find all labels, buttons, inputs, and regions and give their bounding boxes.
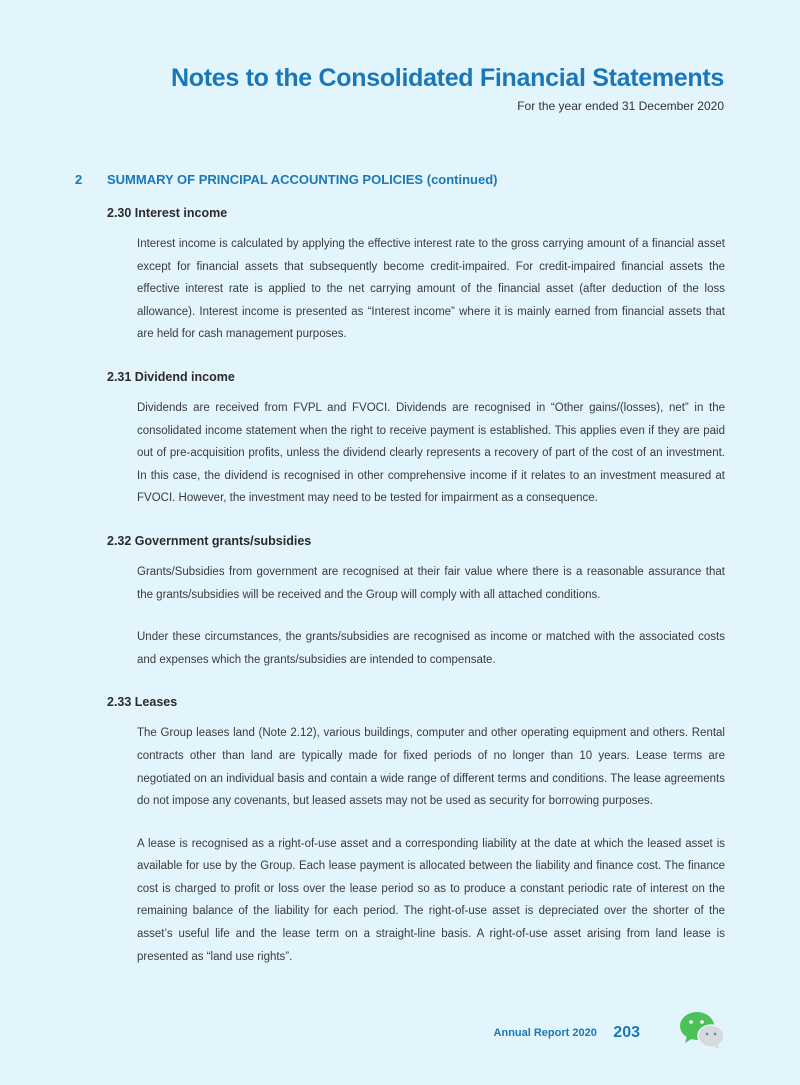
subsection-dividend-income (107, 368, 725, 510)
section-continued: (continued) (426, 172, 498, 187)
section-title: SUMMARY OF PRINCIPAL ACCOUNTING POLICIES (107, 172, 424, 187)
subsection-interest-income (107, 204, 725, 346)
page-header-title: Notes to the Consolidated Financial Statements (171, 64, 724, 92)
document-body (107, 204, 725, 968)
paragraph: Dividends are received from FVPL and FVOCI. Dividends are recognised in “Other gains/(losses), net” in the consolidated income statement when the right to receive payment is established. This applies even if they are paid out of pre-acquisition profits, unless the dividend clearly represents a recovery of part of the cost of an investment. In this case, the dividend is recognised in other comprehensive income if it relates to an investment measured at FVOCI. However, the investment may need to be tested for impairment as a consequence. (137, 401, 725, 505)
subsection-heading: 2.32 Government grants/subsidies (107, 533, 312, 548)
paragraph: The Group leases land (Note 2.12), various buildings, computer and other operating equipment and others. Rental contracts other than land are typically made for fixed periods of no longer than 10 years. Lease terms are negotiated on an individual basis and contain a wide range of different terms and conditions. The lease agreements do not impose any covenants, but leased assets may not be used as security for borrowing purposes. (137, 727, 725, 808)
paragraph: Interest income is calculated by applying the effective interest rate to the gross carrying amount of a financial asset except for financial assets that subsequently become credit-impaired. For credit-impaired financial assets the effective interest rate is applied to the net carrying amount of the financial asset (after deduction of the loss allowance). Interest income is presented as “Interest income” where it is mainly earned from financial assets that are held for cash management purposes. (137, 238, 725, 341)
footer-label: Annual Report 2020 (493, 1027, 597, 1039)
paragraph: Grants/Subsidies from government are recognised at their fair value where there is a reasonable assurance that the grants/subsidies will be received and the Group will comply with all attached conditions. (137, 565, 725, 601)
section-heading (75, 172, 498, 187)
subsection-heading: 2.30 Interest income (107, 206, 228, 220)
page-footer (494, 1024, 640, 1042)
subsection-heading: 2.33 Leases (107, 695, 178, 710)
page-header-subtitle: For the year ended 31 December 2020 (517, 99, 724, 113)
page-number: 203 (613, 1024, 640, 1041)
subsection-leases (107, 693, 725, 968)
paragraph: Under these circumstances, the grants/subsidies are recognised as income or matched with the associated costs and expenses which the grants/subsidies are intended to compensate. (137, 631, 725, 666)
paragraph: A lease is recognised as a right-of-use asset and a corresponding liability at the date at which the leased asset is available for use by the Group. Each lease payment is allocated between the liability and finance cost. The finance cost is charged to profit or loss over the lease period so as to produce a constant periodic rate of interest on the remaining balance of the liability for each period. The right-of-use asset is depreciated over the shorter of the asset’s useful life and the lease term on a straight-line basis. A right-of-use asset arising from land lease is presented as “land use rights”. (137, 837, 725, 963)
wechat-logo-icon (678, 1010, 726, 1050)
subsection-government-grants (107, 532, 725, 671)
subsection-heading: 2.31 Dividend income (107, 369, 235, 384)
section-number: 2 (75, 172, 83, 187)
